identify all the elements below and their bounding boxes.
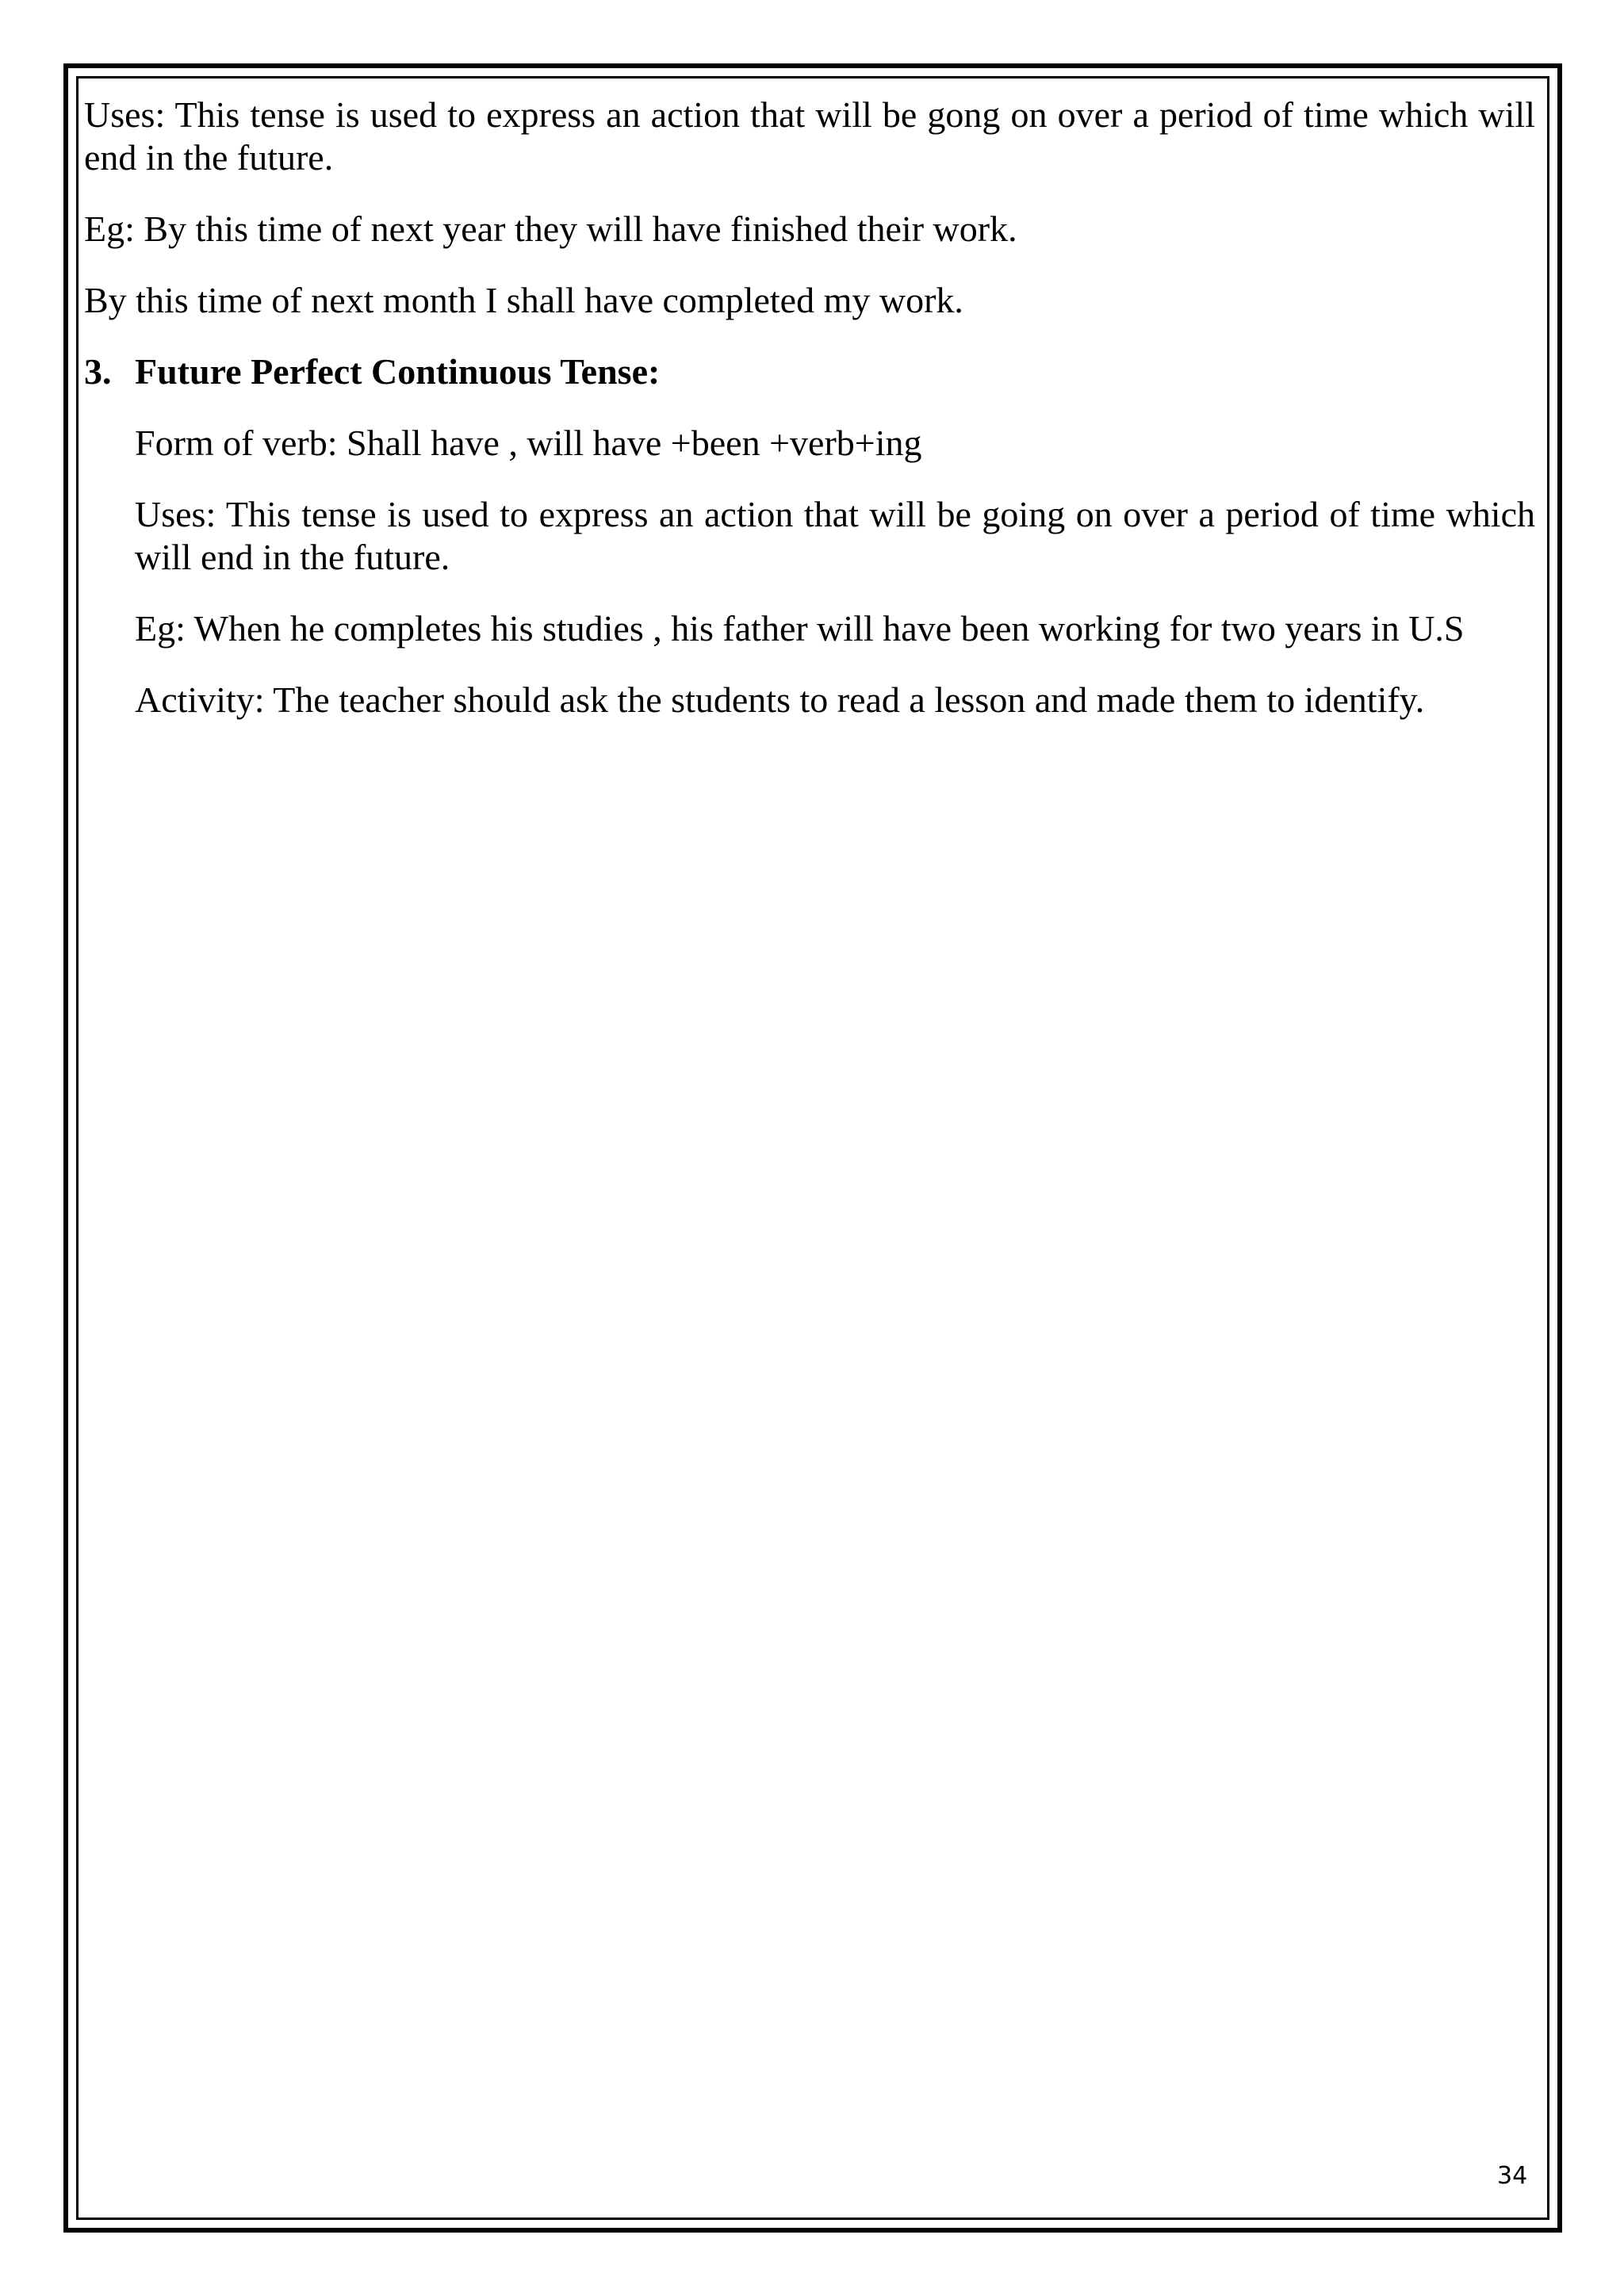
activity-paragraph: Activity: The teacher should ask the students to read a lesson and made them to identify. <box>135 679 1425 720</box>
page-number: 34 <box>1497 2162 1528 2190</box>
section-number: 3. <box>84 351 112 392</box>
section-example: Eg: When he completes his studies , his father will have been working for two years in U.S <box>135 608 1465 649</box>
form-of-verb: Form of verb: Shall have , will have +been +verb+ing <box>135 423 922 463</box>
section-uses-paragraph: Uses: This tense is used to express an action that will be going on over a period of time which will end in the future. <box>135 494 1535 577</box>
uses-paragraph: Uses: This tense is used to express an action that will be gong on over a period of time which will end in the future. <box>84 94 1535 178</box>
section-title: Future Perfect Continuous Tense: <box>135 351 661 392</box>
page-content <box>84 94 1535 750</box>
example-line-1: Eg: By this time of next year they will have finished their work. <box>84 209 1017 249</box>
example-line-2: By this time of next month I shall have completed my work. <box>84 280 963 320</box>
section-heading <box>84 350 1535 393</box>
